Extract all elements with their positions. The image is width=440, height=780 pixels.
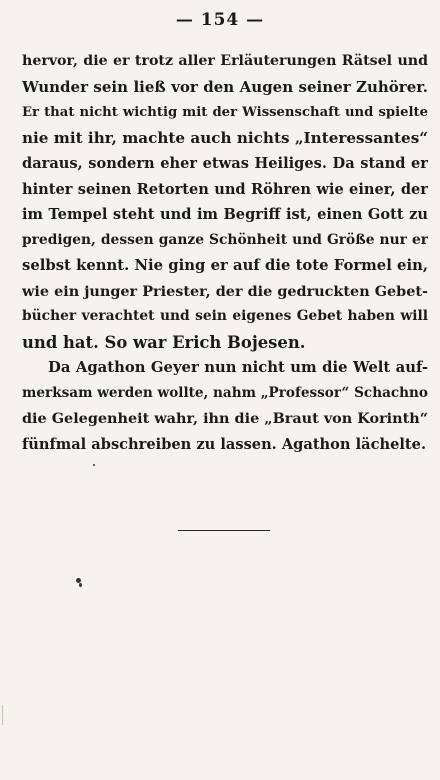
text-line: wie ein junger Priester, der die gedruckten Gebet- xyxy=(22,282,428,300)
paragraph-start-line: Da Agathon Geyer nun nicht um die Welt auf- xyxy=(48,359,428,376)
text-line: hervor, die er trotz aller Erläuterungen Rätsel und xyxy=(22,53,428,69)
page-edge-mark xyxy=(2,705,3,725)
text-line: und hat. So war Erich Bojesen. xyxy=(22,332,306,352)
page-number: — 154 — xyxy=(175,10,265,30)
text-line: predigen, dessen ganze Schönheit und Größe nur er xyxy=(22,231,428,248)
text-line: im Tempel steht und im Begriff ist, einen Gott zu xyxy=(22,206,428,223)
text-line: merksam werden wollte, nahm „Professor“ Schachno xyxy=(22,384,428,401)
text-line: selbst kennt. Nie ging er auf die tote Formel ein, xyxy=(22,257,428,274)
text-line: nie mit ihr, machte auch nichts „Interessantes“ xyxy=(22,128,428,147)
text-line: daraus, sondern eher etwas Heiliges. Da stand er xyxy=(22,155,428,172)
text-line: hinter seinen Retorten und Röhren wie einer, der xyxy=(22,180,428,198)
text-line: bücher verachtet und sein eigenes Gebet haben will xyxy=(22,308,428,324)
body-text xyxy=(22,49,428,457)
text-line: fünfmal abschreiben zu lassen. Agathon lächelte. xyxy=(22,435,427,453)
ink-speck xyxy=(93,464,95,466)
ink-speck xyxy=(79,583,82,587)
end-of-chapter-rule xyxy=(178,530,270,531)
text-line: die Gelegenheit wahr, ihn die „Braut von Korinth“ xyxy=(22,410,428,427)
text-line: Wunder sein ließ vor den Augen seiner Zuhörer. xyxy=(22,77,428,96)
text-line: Er that nicht wichtig mit der Wissenschaft und spielte xyxy=(22,105,428,120)
